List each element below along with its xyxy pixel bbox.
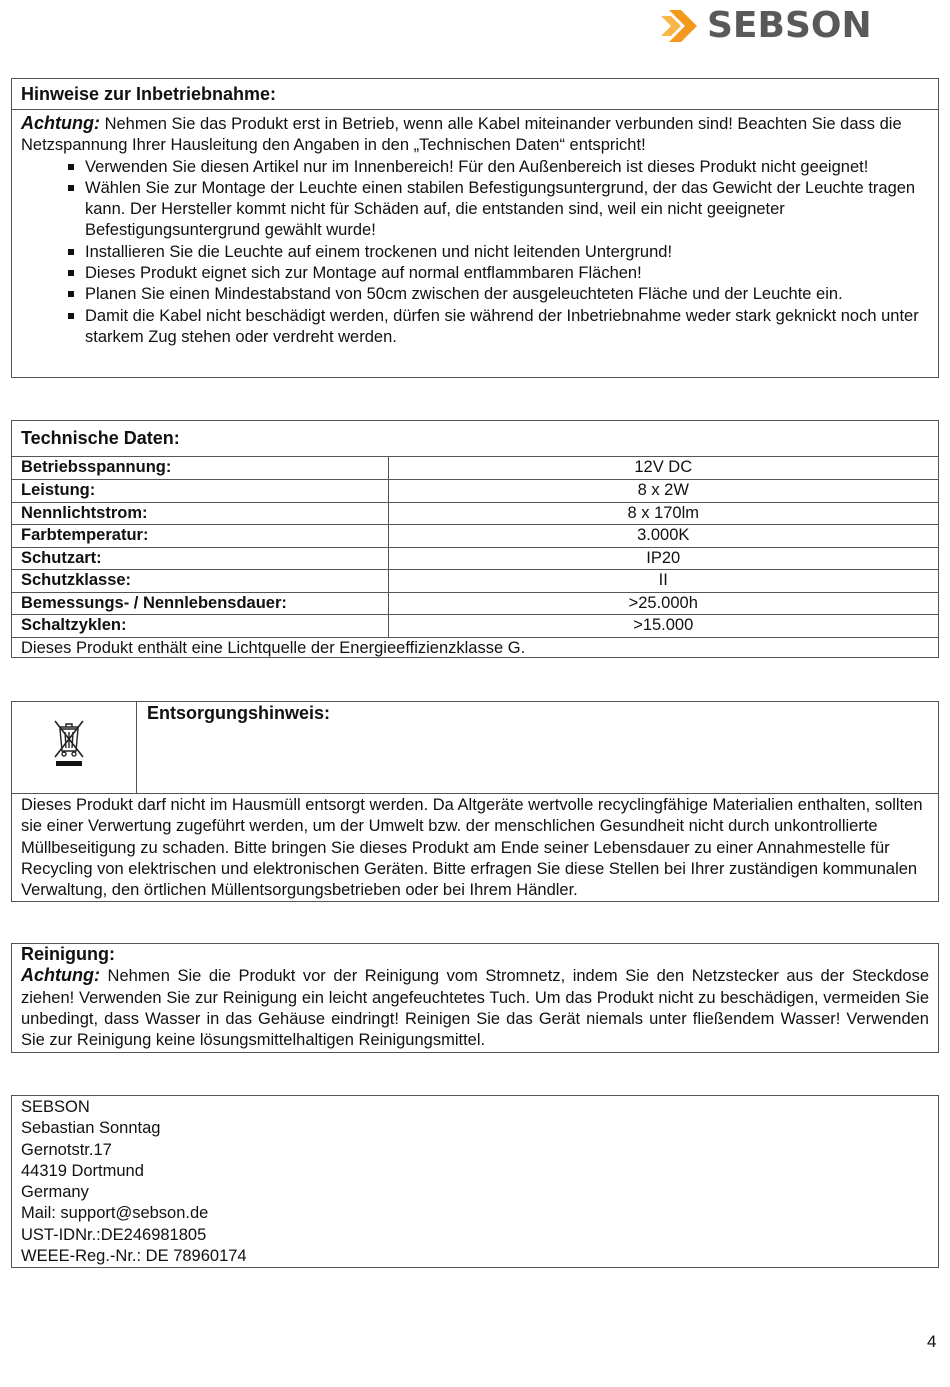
technische-daten-title: Technische Daten: xyxy=(21,428,180,448)
address-line: 44319 Dortmund xyxy=(21,1161,144,1180)
spec-value: 3.000K xyxy=(388,525,938,548)
weee-icon-cell xyxy=(12,702,137,793)
address-line: Gernotstr.17 xyxy=(21,1140,112,1159)
inbetriebnahme-title-row xyxy=(12,79,938,110)
address-section xyxy=(11,1095,939,1268)
address-line: UST-IDNr.:DE246981805 xyxy=(21,1225,207,1244)
chevron-logo-icon xyxy=(659,6,705,46)
table-row xyxy=(12,592,938,615)
list-item: Verwenden Sie diesen Artikel nur im Innenbereich! Für den Außenbereich ist dieses Produkt nicht geeignet! xyxy=(21,157,929,178)
bullet-square-icon xyxy=(68,249,74,255)
bullet-square-icon xyxy=(68,185,74,191)
table-row xyxy=(12,480,938,503)
spec-label: Schaltzyklen: xyxy=(12,615,388,638)
inbetriebnahme-achtung xyxy=(21,113,929,157)
inbetriebnahme-section xyxy=(11,78,939,378)
bullet-square-icon xyxy=(68,291,74,297)
list-item: Wählen Sie zur Montage der Leuchte einen stabilen Befestigungsuntergrund, der das Gewicht der Leuchte tragen kann. Der Hersteller kommt nicht für Schäden auf, die entstanden sind, weil ein nicht geeigneter Befestigungsuntergrund gewählt wurde! xyxy=(21,178,929,242)
address-line: Sebastian Sonntag xyxy=(21,1119,161,1138)
address-block xyxy=(12,1096,938,1267)
spec-label: Farbtemperatur: xyxy=(12,525,388,548)
achtung-label: Achtung: xyxy=(21,965,100,986)
list-item: Dieses Produkt eignet sich zur Montage auf normal entflammbaren Flächen! xyxy=(21,263,929,284)
entsorgung-section xyxy=(11,701,939,902)
entsorgung-header xyxy=(12,702,938,794)
spec-value: 8 x 2W xyxy=(388,480,938,503)
spec-label: Leistung: xyxy=(12,480,388,503)
technische-daten-title-row xyxy=(12,421,938,457)
spec-value: 8 x 170lm xyxy=(388,502,938,525)
spec-label: Bemessungs- / Nennlebensdauer: xyxy=(12,592,388,615)
technische-daten-table xyxy=(12,457,938,638)
address-line: WEEE-Reg.-Nr.: DE 78960174 xyxy=(21,1247,247,1266)
technische-daten-section xyxy=(11,420,939,658)
spec-label: Schutzklasse: xyxy=(12,570,388,593)
inbetriebnahme-body xyxy=(12,110,938,348)
entsorgung-title: Entsorgungshinweis: xyxy=(147,703,331,723)
spec-value: II xyxy=(388,570,938,593)
table-row xyxy=(12,615,938,638)
table-row xyxy=(12,525,938,548)
list-item: Planen Sie einen Mindestabstand von 50cm zwischen der ausgeleuchteten Fläche und der Leuchte ein. xyxy=(21,284,929,305)
address-line: SEBSON xyxy=(21,1098,90,1116)
table-row xyxy=(12,457,938,480)
reinigung-text xyxy=(21,965,929,1051)
page-number: 4 xyxy=(927,1332,937,1351)
brand-name: SEBSON xyxy=(707,5,872,46)
table-row xyxy=(12,502,938,525)
spec-label: Nennlichtstrom: xyxy=(12,502,388,525)
reinigung-body xyxy=(12,944,938,1051)
reinigung-text-body: Nehmen Sie die Produkt vor der Reinigung vom Stromnetz, indem Sie den Netzstecker aus der Steckdose ziehen! Verwenden Sie zur Reinigung ein leicht angefeuchtetes Tuch. Um das Produkt nicht zu beschädigen, vermeiden Sie unbedingt, dass Wasser in das Gehäuse eindringt! Reinigen Sie das Gerät niemals unter fließendem Wasser! Verwenden Sie zur Reinigung keine lösungsmittelhaltigen Reinigungsmittel. xyxy=(21,967,929,1050)
brand-logo xyxy=(659,6,881,46)
inbetriebnahme-title: Hinweise zur Inbetriebnahme: xyxy=(21,84,277,104)
spec-label: Betriebsspannung: xyxy=(12,457,388,480)
bullet-square-icon xyxy=(68,270,74,276)
achtung-text: Nehmen Sie das Produkt erst in Betrieb, wenn alle Kabel miteinander verbunden sind! Beachten Sie dass die Netzspannung Ihrer Hausleitung den Angaben in den „Technischen Daten“ entspricht! xyxy=(21,115,902,155)
spec-label: Schutzart: xyxy=(12,547,388,570)
spec-value: >25.000h xyxy=(388,592,938,615)
reinigung-section xyxy=(11,943,939,1053)
bullet-square-icon xyxy=(68,313,74,319)
list-item: Installieren Sie die Leuchte auf einem trockenen und nicht leitenden Untergrund! xyxy=(21,242,929,263)
entsorgung-text: Dieses Produkt darf nicht im Hausmüll entsorgt werden. Da Altgeräte wertvolle recyclingfähige Materialien enthalten, sollten sie einer Verwertung zugeführt werden, um der Umwelt bzw. der menschlichen Gesundheit nicht durch unkontrollierte Müllbeseitigung zu schaden. Bitte bringen Sie dieses Produkt am Ende seiner Lebensdauer zu einer Annahmestelle für Recycling von elektrischen und elektronischen Geräten. Bitte erfragen Sie diese Stellen bei Ihrer zuständigen kommunalen Verwaltung, den örtlichen Müllentsorgungsbetrieben oder bei Ihrem Händler. xyxy=(21,796,923,900)
list-item: Damit die Kabel nicht beschädigt werden, dürfen sie während der Inbetriebnahme weder stark geknickt noch unter starkem Zug stehen oder verdreht werden. xyxy=(21,306,929,349)
bullet-square-icon xyxy=(68,164,74,170)
spec-value: IP20 xyxy=(388,547,938,570)
inbetriebnahme-bullet-list xyxy=(21,157,929,349)
spec-value: 12V DC xyxy=(388,457,938,480)
spec-value: >15.000 xyxy=(388,615,938,638)
reinigung-title: Reinigung: xyxy=(21,944,115,964)
table-row xyxy=(12,570,938,593)
achtung-label: Achtung: xyxy=(21,113,100,133)
address-email: Mail: support@sebson.de xyxy=(21,1204,209,1223)
address-line: Germany xyxy=(21,1183,89,1202)
table-row xyxy=(12,547,938,570)
energy-class-note: Dieses Produkt enthält eine Lichtquelle der Energieeffizienzklasse G. xyxy=(21,638,526,657)
weee-crossed-bin-icon xyxy=(53,718,85,768)
